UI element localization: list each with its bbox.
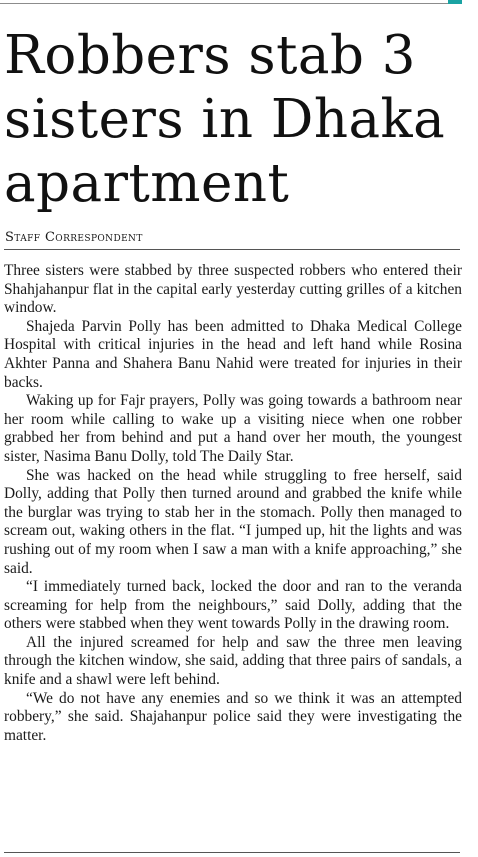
top-rule <box>0 3 448 4</box>
paragraph: Waking up for Fajr prayers, Polly was going towards a bathroom near her room while calling to wake up a visiting niece when one robber grabbed her from behind and put a hand over her mouth, the youngest sister, Nasima Banu Dolly, told The Daily Star. <box>4 392 462 465</box>
byline-divider <box>4 249 460 250</box>
paragraph: She was hacked on the head while struggling to free herself, said Dolly, adding that Polly then turned around and grabbed the knife while the burglar was trying to stab her in the stomach. Polly then managed to scream out, waking others in the flat. “I jumped up, hit the lights and was rushing out of my room when I saw a man with a knife approaching,” she said. <box>4 466 462 577</box>
article-body <box>4 262 462 745</box>
headline: Robbers stab 3 sisters in Dhaka apartment <box>4 25 446 214</box>
paragraph: All the injured screamed for help and saw the three men leaving through the kitchen window, she said, adding that three pairs of sandals, a knife and a shawl were left behind. <box>4 633 462 689</box>
paragraph: Three sisters were stabbed by three suspected robbers who entered their Shahjahanpur flat in the capital early yesterday cutting grilles of a kitchen window. <box>4 262 462 317</box>
paragraph: Shajeda Parvin Polly has been admitted to Dhaka Medical College Hospital with critical injuries in the head and left hand while Rosina Akhter Panna and Shahera Banu Nahid were treated for injuries in their backs. <box>4 317 462 391</box>
corner-accent-mark <box>448 0 462 4</box>
paragraph: “I immediately turned back, locked the door and ran to the veranda screaming for help from the neighbours,” said Dolly, adding that the others were stabbed when they went towards Polly in the drawing room. <box>4 578 462 633</box>
paragraph: “We do not have any enemies and so we think it was an attempted robbery,” she said. Shajahanpur police said they were investigating the matter. <box>4 689 462 744</box>
bottom-rule <box>4 852 460 853</box>
byline: Staff Correspondent <box>5 230 143 245</box>
